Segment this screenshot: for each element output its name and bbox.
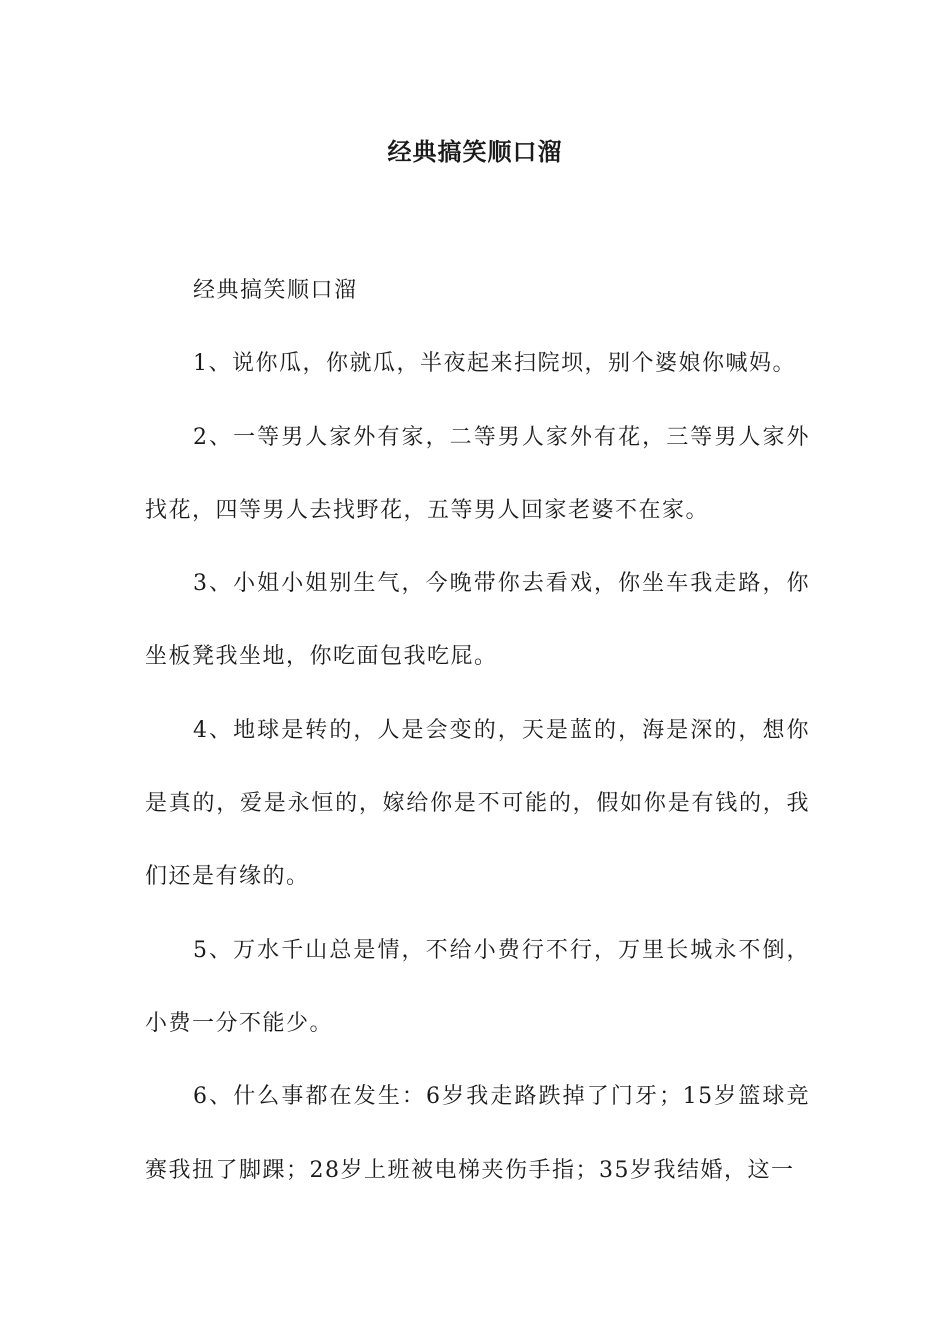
paragraph-item-4: 4、地球是转的，人是会变的，天是蓝的，海是深的，想你是真的，爱是永恒的，嫁给你是不可能的，假如你是有钱的，我们还是有缘的。 — [145, 717, 810, 890]
paragraph-heading: 经典搞笑顺口溜 — [193, 278, 358, 303]
paragraph-item-5: 5、万水千山总是情，不给小费行不行，万里长城永不倒，小费一分不能少。 — [145, 937, 810, 1036]
paragraph-item-6: 6、什么事都在发生：6岁我走路跌掉了门牙；15岁篮球竞赛我扭了脚踝；28岁上班被电梯夹伤手指；35岁我结婚，这一 — [145, 1084, 810, 1183]
paragraph-item-2: 2、一等男人家外有家，二等男人家外有花，三等男人家外找花，四等男人去找野花，五等男人回家老婆不在家。 — [145, 424, 810, 523]
paragraph-item-3: 3、小姐小姐别生气，今晚带你去看戏，你坐车我走路，你坐板凳我坐地，你吃面包我吃屁。 — [145, 571, 810, 670]
paragraph-item-1: 1、说你瓜，你就瓜，半夜起来扫院坝，别个婆娘你喊妈。 — [193, 351, 796, 377]
document-title: 经典搞笑顺口溜 — [387, 137, 563, 166]
document-body — [145, 254, 810, 1207]
